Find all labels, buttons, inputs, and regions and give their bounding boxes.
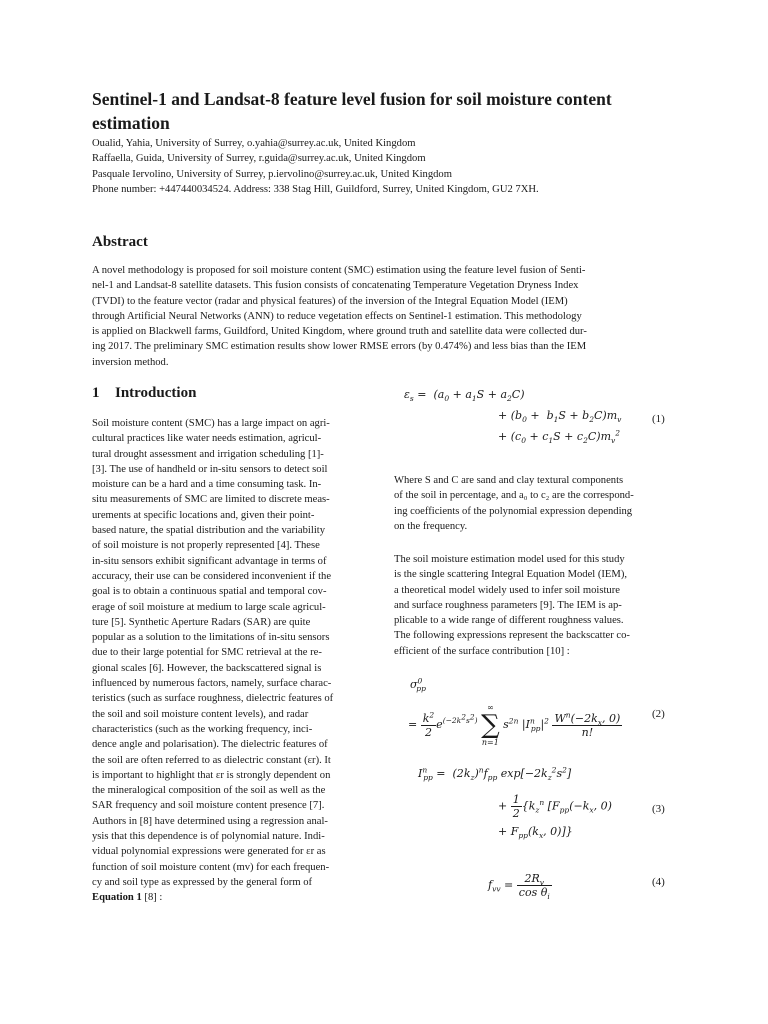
body-line: gional scales [6]. However, the backscattered signal is bbox=[92, 662, 322, 674]
body-line: is the single scattering Integral Equation Model (IEM), bbox=[394, 569, 628, 581]
body-line: due to their large potential for SMC retrieval at the re- bbox=[92, 647, 322, 659]
abstract-body bbox=[92, 263, 678, 370]
body-line: goal is to obtain a continuous spatial and temporal cov- bbox=[92, 586, 327, 598]
abstract-line: nel-1 and Landsat-8 satellite datasets. This fusion consists of concatenating Temperature Vegetation Dryness Index bbox=[92, 280, 579, 292]
body-line: [3]. The use of handheld or in-situ sensors to detect soil bbox=[92, 463, 328, 475]
equation-1: $\varepsilon_s = (a_0 + a_1S + a_2C)$ + $(b_0 + b_1S + b_2C)m_v$ + $(c_0 + c_1S + c_2C)m_v^2$ bbox=[404, 388, 622, 446]
abstract-line: inversion method. bbox=[92, 356, 169, 368]
body-line: The following expressions represent the backscatter co- bbox=[394, 630, 630, 642]
body-line: SAR frequency and soil moisture content presence [7]. bbox=[92, 800, 325, 812]
body-line: ysis that this dependence is of polynomial nature. Indi- bbox=[92, 831, 325, 843]
body-line: on the frequency. bbox=[394, 520, 468, 532]
body-line: is important to highlight that εr is strongly dependent on bbox=[92, 769, 331, 781]
body-line: ing coefficients of the polynomial expression depending bbox=[394, 505, 633, 517]
abstract-line: A novel methodology is proposed for soil moisture content (SMC) estimation using the feature level fusion of Senti- bbox=[92, 265, 586, 276]
body-line: based nature, the spatial distribution and the variability bbox=[92, 525, 326, 537]
equation-2: $\sigma^0_{pp}$ = $\frac{k^2}{2}$ $e^{(-2k^2s^2)}$ ∞ ∑ n=1 $s^{2n}$ $|I^n_{pp}|^2$ $\frac{W^n(-2k_x, 0)}{n!}$ bbox=[408, 676, 621, 747]
equation-number: (3) bbox=[652, 803, 665, 815]
body-line: dence angle and polarisation). The dielectric features of bbox=[92, 739, 328, 751]
body-line: tural drought assessment and irrigation scheduling [1]- bbox=[92, 448, 324, 460]
equation-4: $f_{vv}$ = $\frac{2R_v}{\cos \theta_i}$ bbox=[488, 872, 550, 902]
author-block bbox=[92, 136, 692, 197]
equation-reference: Equation 1 bbox=[92, 892, 142, 904]
body-line: urements at specific locations and, given their point- bbox=[92, 509, 315, 521]
left-column bbox=[92, 416, 374, 906]
abstract-heading: Abstract bbox=[92, 234, 148, 250]
body-line: situ measurements of SMC are limited to discrete meas- bbox=[92, 494, 330, 506]
author-line: Oualid, Yahia, University of Surrey, o.yahia@surrey.ac.uk, United Kingdom bbox=[92, 138, 416, 149]
equation-number: (4) bbox=[652, 876, 665, 888]
body-line: popular as a solution to the limitations of in-situ sensors bbox=[92, 632, 330, 644]
abstract-line: (TVDI) to the feature vector (radar and physical features) of the inversion of the Integral Equation Model (IEM) bbox=[92, 295, 568, 307]
body-line: Where S and C are sand and clay textural components bbox=[394, 475, 624, 486]
author-line: Pasquale Iervolino, University of Surrey, p.iervolino@surrey.ac.uk, United Kingdom bbox=[92, 168, 452, 180]
body-line: the mineralogical composition of the soil as well as the bbox=[92, 785, 326, 797]
body-line: a theoretical model widely used to infer soil moisture bbox=[394, 584, 620, 596]
abstract-line: through Artificial Neural Networks (ANN) to reduce vegetation effects on Sentinel-1 estimation. This methodology bbox=[92, 310, 582, 322]
body-line: function of soil moisture content (mv) for each frequen- bbox=[92, 861, 330, 873]
body-line: efficient of the surface contribution [10] : bbox=[394, 645, 570, 657]
citation: [8] : bbox=[141, 892, 163, 904]
section-number: 1 bbox=[92, 385, 100, 401]
body-line: moisture can be a hard and a time consuming task. In- bbox=[92, 479, 322, 491]
author-line: Raffaella, Guida, University of Surrey, r.guida@surrey.ac.uk, United Kingdom bbox=[92, 153, 426, 165]
body-line: and surface roughness parameters [9]. The IEM is ap- bbox=[394, 599, 622, 611]
body-line: teristics (such as surface roughness, dielectric features of bbox=[92, 693, 334, 705]
body-line bbox=[92, 890, 374, 905]
body-line: of the soil in percentage, and a₀ to c₂ are the correspond- bbox=[394, 490, 634, 502]
body-line: The soil moisture estimation model used for this study bbox=[394, 554, 625, 565]
abstract-line: is applied on Blackwell farms, Guildford, United Kingdom, where ground truth and satellite data were collected dur- bbox=[92, 326, 587, 338]
contact-line: Phone number: +447440034524. Address: 338 Stag Hill, Guildford, Surrey, United Kingdom, GU2 7XH. bbox=[92, 183, 539, 195]
body-line: Soil moisture content (SMC) has a large impact on agri- bbox=[92, 418, 330, 429]
body-line: accuracy, their use can be considered inconvenient if the bbox=[92, 570, 332, 582]
abstract-line: ing 2017. The preliminary SMC estimation results show lower RMSE errors (by 0.474%) and less bias than the IEM bbox=[92, 341, 587, 353]
section-title: Introduction bbox=[115, 385, 197, 401]
body-line: cy and soil type as expressed by the general form of bbox=[92, 876, 313, 888]
body-line: Authors in [8] have determined using a regression anal- bbox=[92, 815, 328, 827]
body-line: ture [5]. Synthetic Aperture Radars (SAR) are quite bbox=[92, 616, 311, 628]
right-column-paragraph-1 bbox=[394, 473, 678, 534]
body-line: vidual polynomial expressions were generated for εr as bbox=[92, 846, 326, 858]
paper-title: Sentinel-1 and Landsat-8 feature level fusion for soil moisture content estimation bbox=[92, 89, 612, 133]
body-line: plicable to a wide range of different roughness values. bbox=[394, 615, 624, 627]
equation-number: (2) bbox=[652, 708, 665, 720]
body-line: the soil and soil moisture content levels), and radar bbox=[92, 708, 309, 720]
body-line: the soil are often referred to as dielectric constant (εr). It bbox=[92, 754, 331, 766]
right-column-paragraph-2 bbox=[394, 552, 678, 659]
body-line: in-situ sensors exhibit significant advantage in terms of bbox=[92, 555, 327, 567]
body-line: of soil moisture is not properly represented [4]. These bbox=[92, 540, 320, 552]
equation-number: (1) bbox=[652, 413, 665, 425]
body-line: erage of soil moisture at medium to large scale agricul- bbox=[92, 601, 326, 613]
body-line: characteristics (such as the working frequency, inci- bbox=[92, 723, 313, 735]
body-line: cultural practices like water needs estimation, agricul- bbox=[92, 433, 322, 445]
equation-3: $I^n_{pp} = (2k_z)^nf_{pp}$ $\exp[-2k_z^2s^2]$ + $\frac{1}{2}$ {$k_z^n$ [$F_{pp}(-k_x$, 0) + $F_{pp}(k_x$, 0)]} bbox=[418, 765, 612, 841]
section-heading-introduction bbox=[92, 383, 196, 403]
body-line: influenced by numerous factors, namely, surface charac- bbox=[92, 678, 332, 690]
